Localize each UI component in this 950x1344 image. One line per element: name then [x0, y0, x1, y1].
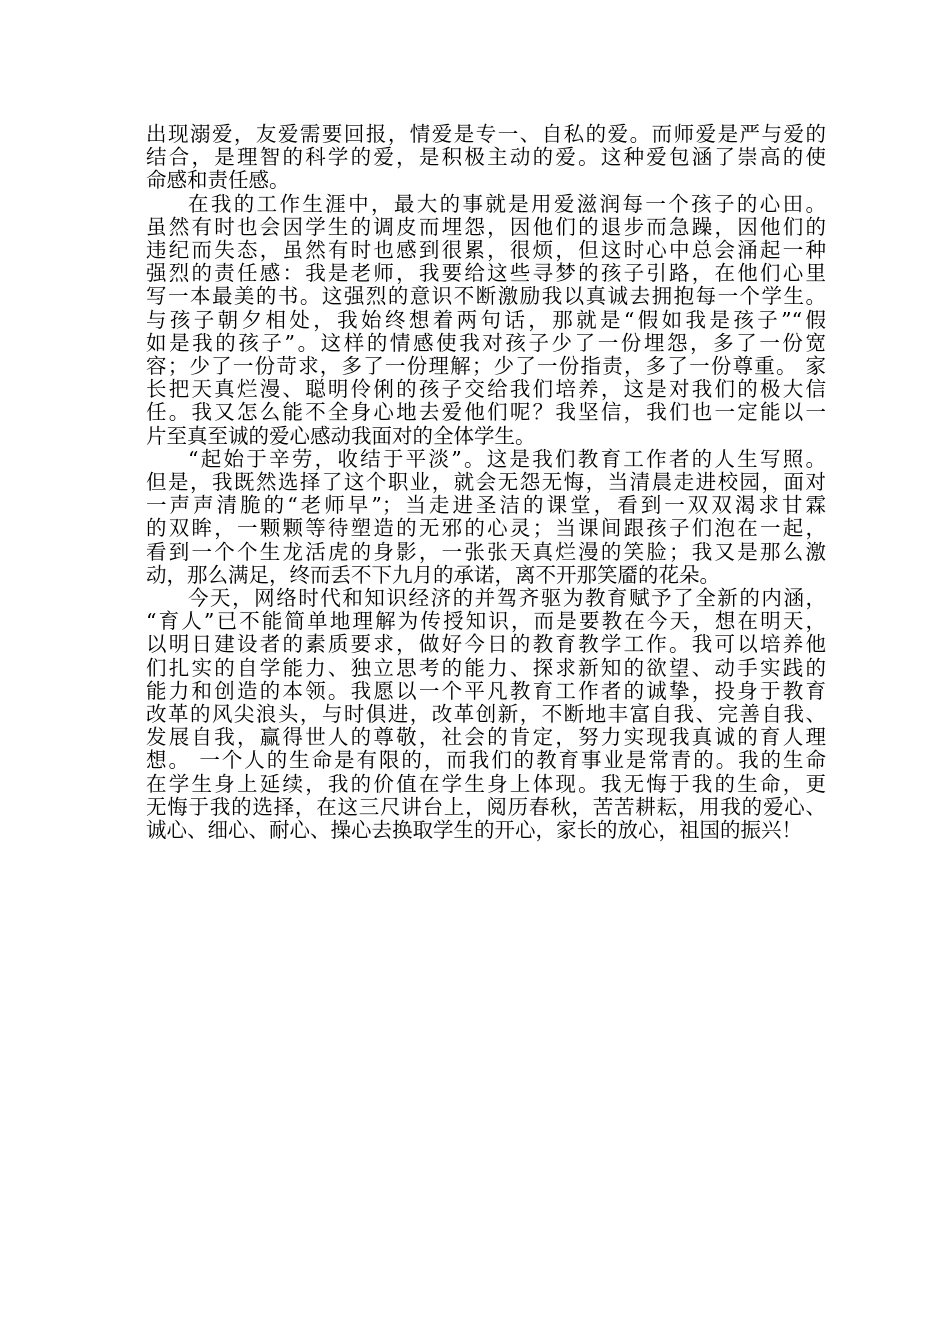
text-line: 今天，网络时代和知识经济的并驾齐驱为教育赋予了全新的内涵，	[188, 586, 826, 611]
text-line: 动，那么满足，终而丢不下九月的承诺，离不开那笑靥的花朵。	[146, 562, 720, 587]
text-line: 如是我的孩子”。这样的情感使我对孩子少了一份埋怨，多了一份宽	[146, 330, 826, 355]
text-line: 命感和责任感。	[146, 168, 290, 193]
text-line: 能力和创造的本领。我愿以一个平凡教育工作者的诚挚，投身于教育	[146, 678, 826, 703]
text-line: 结合，是理智的科学的爱，是积极主动的爱。这种爱包涵了崇高的使	[146, 145, 826, 170]
text-line: 改革的风尖浪头，与时俱进，改革创新，不断地丰富自我、完善自我、	[146, 702, 826, 727]
text-line: 在学生身上延续，我的价值在学生身上体现。我无悔于我的生命，更	[146, 771, 826, 796]
text-line: 一声声清脆的“老师早”；当走进圣洁的课堂，看到一双双渴求甘霖	[146, 493, 826, 518]
text-line: 虽然有时也会因学生的调皮而埋怨，因他们的退步而急躁，因他们的	[146, 214, 826, 239]
text-line: 发展自我，赢得世人的尊敬，社会的肯定，努力实现我真诚的育人理	[146, 725, 826, 750]
text-line: 的双眸，一颗颗等待塑造的无邪的心灵；当课间跟孩子们泡在一起，	[146, 516, 826, 541]
text-line: 看到一个个生龙活虎的身影，一张张天真烂漫的笑脸；我又是那么激	[146, 539, 826, 564]
text-line: 出现溺爱，友爱需要回报，情爱是专一、自私的爱。而师爱是严与爱的	[146, 122, 826, 146]
text-line: 无悔于我的选择，在这三尺讲台上，阅历春秋，苦苦耕耘，用我的爱心、	[146, 794, 826, 819]
text-line: 想。 一个人的生命是有限的，而我们的教育事业是常青的。我的生命	[146, 748, 826, 773]
text-line: 片至真至诚的爱心感动我面对的全体学生。	[146, 423, 536, 448]
text-line: 在我的工作生涯中，最大的事就是用爱滋润每一个孩子的心田。	[188, 191, 826, 216]
text-line: 但是，我既然选择了这个职业，就会无怨无悔，当清晨走进校园，面对	[146, 470, 826, 495]
text-line: 与孩子朝夕相处，我始终想着两句话，那就是“假如我是孩子”“假	[146, 307, 826, 332]
text-line: 容；少了一份苛求，多了一份理解；少了一份指责，多了一份尊重。 家	[146, 354, 826, 379]
text-line: 强烈的责任感：我是老师，我要给这些寻梦的孩子引路，在他们心里	[146, 261, 826, 286]
text-line: 写一本最美的书。这强烈的意识不断激励我以真诚去拥抱每一个学生。	[146, 284, 826, 309]
text-line: 诚心、细心、耐心、操心去换取学生的开心，家长的放心，祖国的振兴！	[146, 818, 802, 843]
text-line: 违纪而失态，虽然有时也感到很累，很烦，但这时心中总会涌起一种	[146, 238, 826, 263]
text-line: “起始于辛劳，收结于平淡”。这是我们教育工作者的人生写照。	[188, 446, 826, 471]
text-line: 任。我又怎么能不全身心地去爱他们呢？我坚信，我们也一定能以一	[146, 400, 826, 425]
text-line: “育人”已不能简单地理解为传授知识，而是要教在今天，想在明天，	[146, 609, 826, 634]
text-line: 长把天真烂漫、聪明伶俐的孩子交给我们培养，这是对我们的极大信	[146, 377, 826, 402]
body-text	[146, 123, 826, 842]
text-line: 们扎实的自学能力、独立思考的能力、探求新知的欲望、动手实践的	[146, 655, 826, 680]
text-line: 以明日建设者的素质要求，做好今日的教育教学工作。我可以培养他	[146, 632, 826, 657]
